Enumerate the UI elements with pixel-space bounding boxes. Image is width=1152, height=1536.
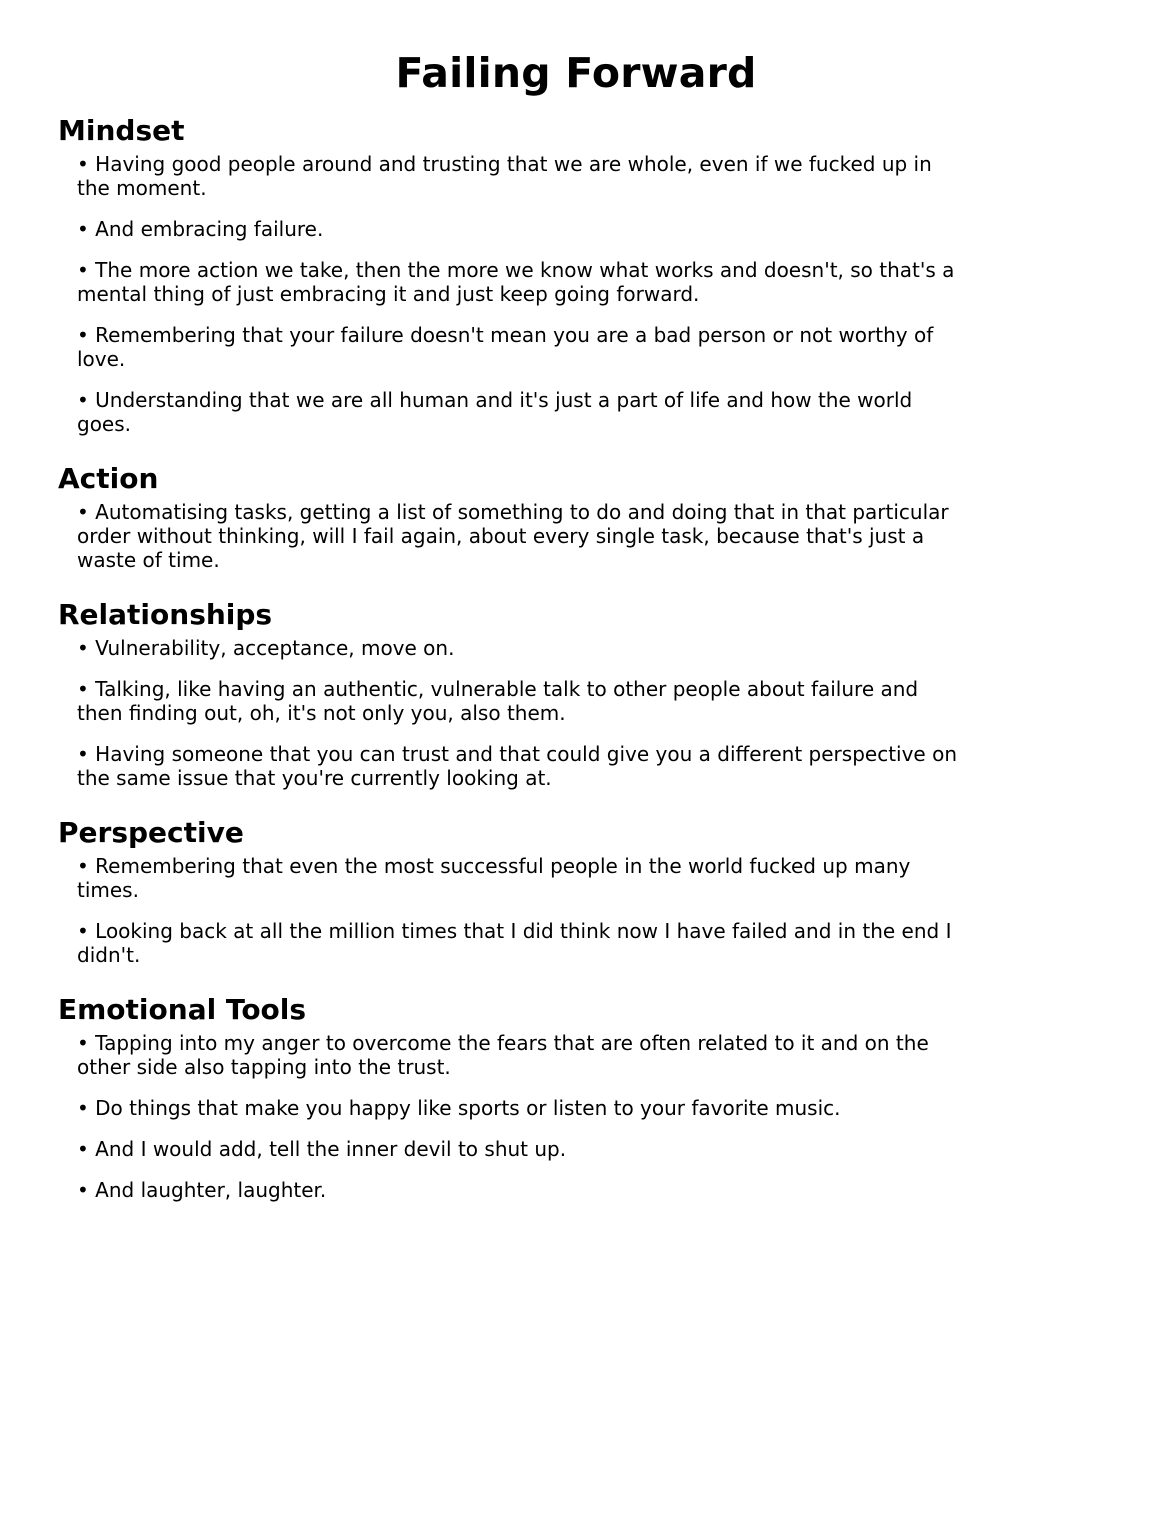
list-item-text: Remembering that your failure doesn't mean you are a bad person or not worthy of love. [77, 323, 934, 371]
list-item-text: Looking back at all the million times that I did think now I have failed and in the end I didn't. [77, 919, 952, 967]
bullet-list [58, 854, 1094, 967]
bullet-icon: • [77, 742, 96, 766]
bullet-icon: • [77, 323, 96, 347]
bullet-icon: • [77, 854, 96, 878]
bullet-icon: • [77, 217, 96, 241]
list-item [77, 636, 962, 660]
section-perspective [58, 816, 1094, 967]
list-item [77, 323, 962, 371]
bullet-icon: • [77, 152, 96, 176]
list-item [77, 742, 962, 790]
list-item [77, 500, 962, 572]
list-item-text: Remembering that even the most successful people in the world fucked up many times. [77, 854, 911, 902]
list-item-text: And I would add, tell the inner devil to shut up. [95, 1137, 567, 1161]
list-item [77, 1096, 962, 1120]
bullet-list [58, 152, 1094, 436]
list-item [77, 217, 962, 241]
section-emotional-tools [58, 993, 1094, 1202]
list-item [77, 854, 962, 902]
bullet-icon: • [77, 919, 96, 943]
bullet-list [58, 1031, 1094, 1202]
bullet-icon: • [77, 258, 96, 282]
list-item-text: Having someone that you can trust and that could give you a different perspective on the same issue that you're currently looking at. [77, 742, 958, 790]
list-item-text: And embracing failure. [95, 217, 324, 241]
list-item-text: Understanding that we are all human and it's just a part of life and how the world goes. [77, 388, 913, 436]
list-item [77, 258, 962, 306]
section-relationships [58, 598, 1094, 790]
bullet-icon: • [77, 1178, 96, 1202]
list-item [77, 152, 962, 200]
section-action [58, 462, 1094, 572]
list-item [77, 677, 962, 725]
list-item [77, 1031, 962, 1079]
list-item-text: Tapping into my anger to overcome the fears that are often related to it and on the other side also tapping into the trust. [77, 1031, 929, 1079]
list-item [77, 919, 962, 967]
bullet-list [58, 500, 1094, 572]
bullet-icon: • [77, 1031, 96, 1055]
section-heading: Relationships [58, 598, 273, 631]
list-item-text: Having good people around and trusting that we are whole, even if we fucked up in the moment. [77, 152, 932, 200]
bullet-icon: • [77, 500, 96, 524]
section-heading: Emotional Tools [58, 993, 307, 1026]
section-mindset [58, 114, 1094, 436]
list-item [77, 388, 962, 436]
list-item [77, 1178, 962, 1202]
list-item-text: And laughter, laughter. [95, 1178, 327, 1202]
list-item-text: Automatising tasks, getting a list of something to do and doing that in that particular order without thinking, will I fail again, about every single task, because that's just a waste of time. [77, 500, 949, 572]
section-heading: Action [58, 462, 159, 495]
bullet-icon: • [77, 1096, 96, 1120]
section-heading: Perspective [58, 816, 244, 849]
bullet-icon: • [77, 1137, 96, 1161]
bullet-list [58, 636, 1094, 790]
list-item-text: Do things that make you happy like sports or listen to your favorite music. [95, 1096, 841, 1120]
section-heading: Mindset [58, 114, 185, 147]
bullet-icon: • [77, 636, 96, 660]
list-item [77, 1137, 962, 1161]
document-title: Failing Forward [395, 49, 757, 97]
list-item-text: Talking, like having an authentic, vulnerable talk to other people about failure and then finding out, oh, it's not only you, also them. [77, 677, 919, 725]
list-item-text: The more action we take, then the more we know what works and doesn't, so that's a mental thing of just embracing it and just keep going forward. [77, 258, 955, 306]
bullet-icon: • [77, 677, 96, 701]
list-item-text: Vulnerability, acceptance, move on. [95, 636, 455, 660]
bullet-icon: • [77, 388, 96, 412]
